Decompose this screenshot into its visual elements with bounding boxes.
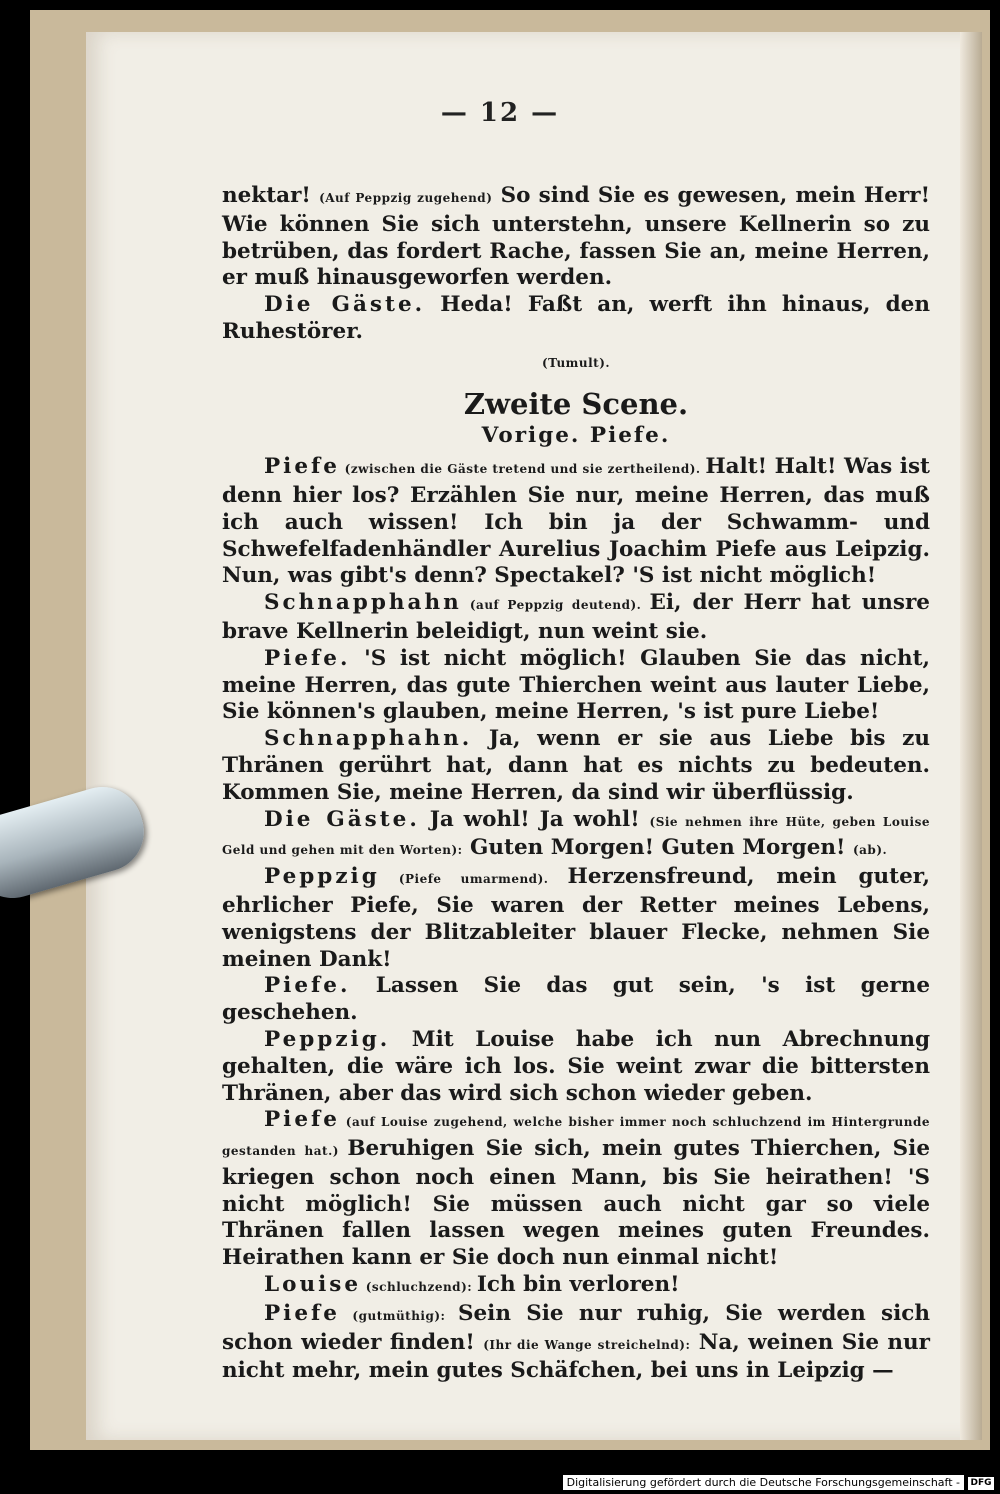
speech-text: Ei, der Herr hat unsre brave Kellnerin beleidigt, nun weint sie. bbox=[222, 590, 930, 644]
speech-text: Ja, wenn er sie aus Liebe bis zu Thränen gerührt hat, dann hat es nichts zu bedeuten. Kommen Sie, meine Herren, da sind wir überflüssig. bbox=[222, 726, 930, 805]
paragraph-opening bbox=[222, 183, 930, 292]
digitization-credit: Digitalisierung gefördert durch die Deutsche Forschungsgemeinschaft - bbox=[563, 1475, 964, 1490]
speech-text: Mit Louise habe ich nun Abrechnung gehalten, die wäre ich los. Sie weint zwar die bittersten Thränen, aber das wird sich schon wieder geben. bbox=[222, 1026, 930, 1106]
dialogue-line bbox=[222, 973, 930, 1027]
dialogue-line bbox=[222, 1107, 930, 1272]
speaker-name: Peppzig. bbox=[264, 1026, 391, 1052]
stage-direction: (ab). bbox=[852, 843, 888, 858]
speaker-name: Piefe. bbox=[264, 645, 351, 671]
speaker-name: Die Gäste. bbox=[264, 292, 426, 318]
text-body bbox=[222, 183, 930, 1385]
stage-direction: (Ihr die Wange streichelnd): bbox=[483, 1337, 691, 1352]
speech-text: Ja wohl! Ja wohl! bbox=[419, 806, 650, 832]
speaker-name: Schnapphahn. bbox=[264, 726, 473, 752]
scene-persons: Vorige. Piefe. bbox=[481, 423, 671, 449]
stage-direction: (Auf Peppzig zugehend) bbox=[319, 191, 493, 205]
dialogue-line bbox=[222, 590, 930, 646]
footer-bar bbox=[0, 1450, 1000, 1494]
stage-direction: (Sie nehmen ihre Hüte, geben Louise Geld und gehen mit den Worten): bbox=[222, 814, 930, 858]
stage-direction: (auf Louise zugehend, welche bisher immer noch schluchzend im Hintergrunde gestanden hat.) bbox=[222, 1115, 930, 1159]
text-run: So sind Sie es gewesen, mein Herr! Wie können Sie sich unterstehn, unsere Kellnerin so zu betrüben, das fordert Rache, fassen Sie an, meine Herren, er muß hinausgeworfen werden. bbox=[222, 183, 931, 291]
stage-direction: (schluchzend): bbox=[361, 1280, 477, 1295]
speech-text: Beruhigen Sie sich, mein gutes Thierchen, Sie kriegen schon noch einen Mann, bis Sie heirathen! 'S nicht möglich! Sie müssen auch nicht gar so viele Thränen fallen lassen wegen meines guten Freundes. Heirathen kann er Sie doch nun einmal nicht! bbox=[222, 1136, 930, 1271]
speaker-name: Piefe bbox=[264, 454, 340, 480]
speaker-name: Schnapphahn bbox=[264, 590, 462, 616]
speech-text: 'S ist nicht möglich! Glauben Sie das nicht, meine Herren, das gute Thierchen weint aus lauter Liebe, Sie können's glauben, meine Herren, 's ist pure Liebe! bbox=[222, 645, 930, 725]
stage-direction: (zwischen die Gäste tretend und sie zertheilend). bbox=[339, 462, 706, 477]
scene-heading: Zweite Scene. bbox=[463, 386, 689, 421]
dialogue-line bbox=[222, 1272, 930, 1301]
speech-text: Ich bin verloren! bbox=[476, 1272, 680, 1298]
dialogue-line bbox=[222, 807, 930, 865]
text-run: nektar! bbox=[222, 183, 320, 208]
speech-text: Lassen Sie das gut sein, 's ist gerne geschehen. bbox=[222, 973, 930, 1026]
dialogue-line bbox=[222, 864, 930, 973]
stage-direction-tumult: (Tumult). bbox=[541, 355, 611, 370]
page-number: — 12 — bbox=[440, 98, 560, 128]
stage-direction: (Piefe umarmend). bbox=[379, 872, 568, 887]
speaker-name: Peppzig bbox=[264, 864, 380, 890]
speech-text: Guten Morgen! Guten Morgen! bbox=[462, 835, 853, 861]
dialogue-line bbox=[222, 726, 930, 806]
speech-text: Halt! Halt! Was ist denn hier los? Erzählen Sie nur, meine Herren, das muß ich auch wissen! Ich bin ja der Schwamm- und Schwefelfadenhändler Aurelius Joachim Piefe aus Leipzig. Nun, was gibt's denn? Spectakel? 'S ist nicht möglich! bbox=[222, 454, 930, 589]
speech-text: Na, weinen Sie nur nicht mehr, mein gutes Schäfchen, bei uns in Leipzig — bbox=[222, 1329, 930, 1384]
page-gutter bbox=[960, 32, 982, 1440]
dialogue-line bbox=[222, 1027, 930, 1107]
speaker-name: Piefe bbox=[264, 1300, 340, 1326]
dialogue-line bbox=[222, 1301, 930, 1385]
speech-text: Sein Sie nur ruhig, Sie werden sich schon wieder finden! bbox=[222, 1300, 930, 1355]
stage-direction: (gutmüthig): bbox=[339, 1308, 458, 1323]
stage-direction: (auf Peppzig deutend). bbox=[461, 598, 650, 613]
dfg-logo: DFG bbox=[968, 1477, 994, 1490]
speech-text: Heda! Faßt an, werft ihn hinaus, den Ruhestörer. bbox=[222, 292, 930, 344]
dialogue-line bbox=[222, 646, 930, 726]
speaker-name: Louise bbox=[264, 1272, 362, 1298]
dialogue-line bbox=[222, 454, 930, 590]
paragraph-guests bbox=[222, 292, 930, 346]
speaker-name: Die Gäste. bbox=[264, 806, 420, 832]
speaker-name: Piefe. bbox=[264, 973, 351, 999]
speaker-name: Piefe bbox=[264, 1107, 340, 1133]
speech-text: Herzensfreund, mein guter, ehrlicher Piefe, Sie waren der Retter meines Lebens, wenigstens der Blitzableiter blauer Flecke, nehmen Sie meinen Dank! bbox=[222, 864, 931, 972]
